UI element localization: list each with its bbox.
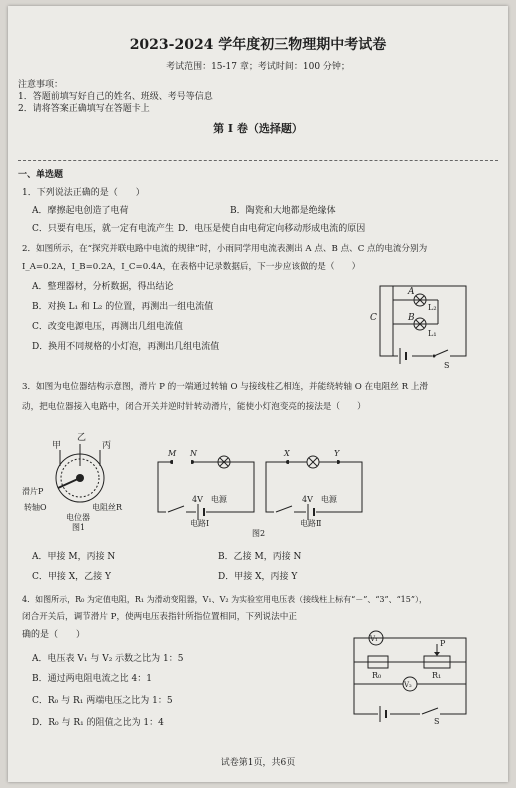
voltmeter-v2-label: V₂: [404, 681, 412, 689]
q4-option-a: A．电压表 V₁ 与 V₂ 示数之比为 1：5: [32, 654, 184, 664]
q2-option-d: D．换用不同规格的小灯泡，再测出几组电流值: [32, 342, 220, 352]
page-title: 2023-2024 学年度初三物理期中考试卷: [129, 37, 387, 53]
terminal-jia-label: 甲: [52, 441, 62, 451]
slider-p-label: P: [440, 639, 446, 648]
q4-stem-line1: 4．如图所示，R₀ 为定值电阻，R₁ 为滑动变阻器，V₁、V₂ 为实验室用电压表（接线柱上标有“－”、“3”、“15”），: [22, 595, 427, 604]
circuit-1-label: 电路Ⅰ: [190, 519, 210, 528]
switch-label: S: [444, 361, 450, 370]
resistor-r0-label: R₀: [372, 671, 382, 680]
q4-option-b: B．通过两电阻电流之比 4：1: [32, 674, 152, 684]
q4-circuit-diagram: [348, 618, 474, 726]
q3-stem-line2: 动，把电位器接入电路中，闭合开关并逆时针转动滑片，能使小灯泡变亮的接法是（ ）: [22, 402, 366, 412]
potentiometer-diagram: [22, 426, 132, 531]
resistor-r1-label: R₁: [432, 671, 442, 680]
potentiometer-label: 电位器: [66, 513, 90, 522]
lamp-l1-label: L₁: [428, 329, 437, 338]
q1-stem: 1．下列说法正确的是（ ）: [22, 188, 145, 198]
divider: [18, 160, 498, 161]
terminal-yi-label: 乙: [77, 433, 87, 443]
q2-stem-line2: I_A=0.2A，I_B=0.2A，I_C=0.4A，在表格中记录数据后，下一步应该做的是（ ）: [22, 262, 361, 272]
lamp-l2-label: L₂: [428, 303, 437, 312]
source-2-label: 4V 电源: [302, 495, 337, 504]
terminal-x-label: X: [284, 449, 290, 458]
section-heading: 一、单选题: [18, 170, 64, 180]
q1-option-d: D．电压是使自由电荷定向移动形成电流的原因: [178, 224, 366, 234]
shaft-label: 转轴O: [24, 503, 47, 512]
terminal-y-label: Y: [334, 449, 340, 458]
slider-label: 滑片P: [22, 487, 44, 496]
part-heading: 第 I 卷（选择题）: [213, 122, 303, 135]
point-c-label: C: [370, 313, 377, 323]
q2-circuit-diagram: [368, 278, 478, 368]
q4-option-d: D．R₀ 与 R₁ 的阻值之比为 1：4: [32, 718, 164, 728]
q1-option-c: C．只要有电压，就一定有电流产生: [32, 224, 174, 234]
q3-option-b: B．乙接 M，丙接 N: [218, 552, 302, 562]
point-b-label: B: [408, 313, 415, 323]
resistance-wire-label: 电阻丝R: [92, 503, 123, 512]
point-a-label: A: [408, 287, 415, 297]
terminal-n-label: N: [190, 449, 197, 458]
source-1-label: 4V 电源: [192, 495, 227, 504]
circuit-2-label: 电路Ⅱ: [300, 519, 322, 528]
q4-stem-line2: 闭合开关后，调节滑片 P，使两电压表指针所指位置相同，下列说法中正: [22, 612, 297, 622]
q1-option-a: A．摩擦起电创造了电荷: [32, 206, 129, 216]
exam-page: [8, 6, 508, 782]
q3-option-a: A．甲接 M，丙接 N: [32, 552, 116, 562]
q3-option-d: D．甲接 X，丙接 Y: [218, 572, 298, 582]
note-item: 2．请将答案正确填写在答题卡上: [18, 104, 150, 114]
q2-option-a: A．整理器材，分析数据，得出结论: [32, 282, 174, 292]
q3-stem-line1: 3．如图为电位器结构示意图，滑片 P 的一端通过转轴 O 与接线柱乙相连，并能绕转轴 O 在电阻丝 R 上滑: [22, 382, 429, 392]
q2-option-b: B．对换 L₁ 和 L₂ 的位置，再测出一组电流值: [32, 302, 214, 312]
exam-info: 考试范围：15-17 章；考试时间：100 分钟；: [166, 62, 350, 72]
q4-option-c: C．R₀ 与 R₁ 两端电压之比为 1：5: [32, 696, 173, 706]
figure1-caption: 图1: [72, 523, 86, 532]
switch-s-label: S: [434, 717, 440, 726]
q2-option-c: C．改变电源电压，再测出几组电流值: [32, 322, 183, 332]
circuit-pair-diagram: [148, 446, 374, 536]
q3-option-c: C．甲接 X，乙接 Y: [32, 572, 111, 582]
q1-option-b: B．陶瓷和大地都是绝缘体: [230, 206, 336, 216]
q2-stem-line1: 2．如图所示，在“探究并联电路中电流的规律”时，小雨同学用电流表测出 A 点、B 点、C 点的电流分别为: [22, 244, 428, 254]
terminal-bing-label: 丙: [102, 441, 112, 451]
page-footer: 试卷第1页，共6页: [220, 758, 296, 768]
voltmeter-v1-label: V₁: [370, 635, 378, 643]
note-item: 1．答题前填写好自己的姓名、班级、考号等信息: [18, 92, 213, 102]
q4-stem-line3: 确的是（ ）: [22, 630, 86, 640]
figure2-caption: 图2: [252, 529, 266, 538]
notes-heading: 注意事项：: [18, 80, 64, 90]
terminal-m-label: M: [168, 449, 177, 458]
